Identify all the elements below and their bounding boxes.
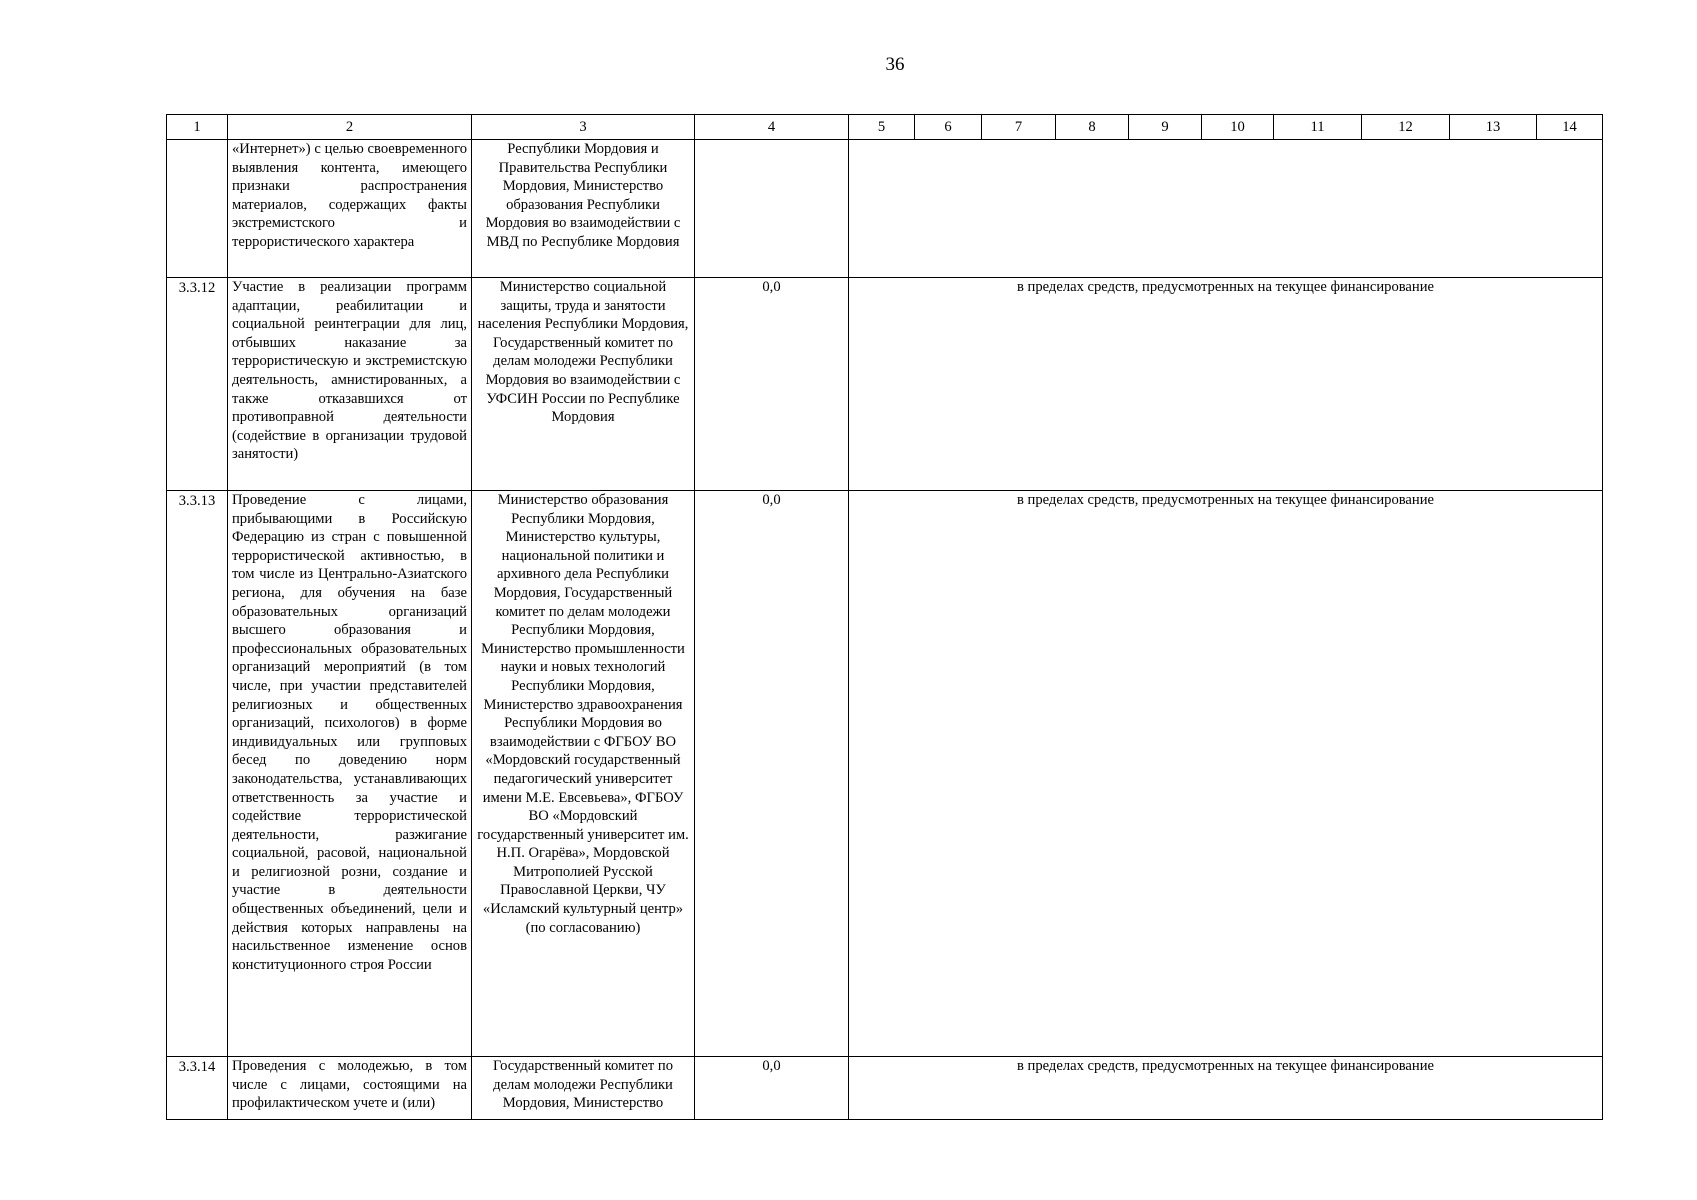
column-header: 14 <box>1537 115 1603 140</box>
column-header: 13 <box>1450 115 1537 140</box>
table-row <box>167 140 1603 278</box>
financing-amount: 0,0 <box>695 491 849 1057</box>
column-header: 5 <box>849 115 915 140</box>
table-header-row <box>167 115 1603 140</box>
page-number: 36 <box>885 54 905 75</box>
financing-note <box>849 140 1603 278</box>
column-header: 8 <box>1056 115 1129 140</box>
financing-amount: 0,0 <box>695 278 849 491</box>
measure-description: «Интернет») с целью своевременного выявления контента, имеющего признаки распространения материалов, содержащих факты экстремистского и террористического характера <box>228 140 472 278</box>
row-number <box>167 140 228 278</box>
measure-description: Участие в реализации программ адаптации, реабилитации и социальной реинтеграции для лиц, отбывших наказание за террористическую и экстремистскую деятельность, амнистированных, а также отказавшихся от противоправной деятельности (содействие в организации трудовой занятости) <box>228 278 472 491</box>
measure-executors: Государственный комитет по делам молодежи Республики Мордовия, Министерство <box>472 1057 695 1120</box>
row-number: 3.3.14 <box>167 1057 228 1120</box>
column-header: 6 <box>915 115 982 140</box>
table-row <box>167 491 1603 1057</box>
measures-table <box>166 114 1603 1120</box>
financing-note: в пределах средств, предусмотренных на текущее финансирование <box>849 1057 1603 1120</box>
measure-executors: Министерство образования Республики Мордовия, Министерство культуры, национальной политики и архивного дела Республики Мордовия, Государственный комитет по делам молодежи Республики Мордовия, Министерство промышленности науки и новых технологий Республики Мордовия, Министерство здравоохранения Республики Мордовия во взаимодействии с ФГБОУ ВО «Мордовский государственный педагогический университет имени М.Е. Евсевьева», ФГБОУ ВО «Мордовский государственный университет им. Н.П. Огарёва», Мордовской Митрополией Русской Православной Церкви, ЧУ «Исламский культурный центр» (по согласованию) <box>472 491 695 1057</box>
financing-note: в пределах средств, предусмотренных на текущее финансирование <box>849 278 1603 491</box>
measure-executors: Республики Мордовия и Правительства Республики Мордовия, Министерство образования Республики Мордовия во взаимодействии с МВД по Республике Мордовия <box>472 140 695 278</box>
table-row <box>167 1057 1603 1120</box>
measure-description: Проведение с лицами, прибывающими в Российскую Федерацию из стран с повышенной террористической активностью, в том числе из Центрально-Азиатского региона, для обучения на базе образовательных организаций высшего образования и профессиональных образовательных организаций мероприятий (в том числе, при участии представителей религиозных и общественных организаций, психологов) в форме индивидуальных или групповых бесед по доведению норм законодательства, устанавливающих ответственность за участие и содействие террористической деятельности, разжигание социальной, расовой, национальной и религиозной розни, создание и участие в деятельности общественных объединений, цели и действия которых направлены на насильственное изменение основ конституционного строя России <box>228 491 472 1057</box>
column-header: 2 <box>228 115 472 140</box>
column-header: 1 <box>167 115 228 140</box>
financing-amount <box>695 140 849 278</box>
column-header: 7 <box>982 115 1056 140</box>
column-header: 3 <box>472 115 695 140</box>
column-header: 11 <box>1274 115 1362 140</box>
column-header: 4 <box>695 115 849 140</box>
measure-executors: Министерство социальной защиты, труда и занятости населения Республики Мордовия, Государственный комитет по делам молодежи Республики Мордовия во взаимодействии с УФСИН России по Республике Мордовия <box>472 278 695 491</box>
table-row <box>167 278 1603 491</box>
column-header: 10 <box>1202 115 1274 140</box>
column-header: 12 <box>1362 115 1450 140</box>
financing-amount: 0,0 <box>695 1057 849 1120</box>
column-header: 9 <box>1129 115 1202 140</box>
financing-note: в пределах средств, предусмотренных на текущее финансирование <box>849 491 1603 1057</box>
row-number: 3.3.12 <box>167 278 228 491</box>
measure-description: Проведения с молодежью, в том числе с лицами, состоящими на профилактическом учете и (или) <box>228 1057 472 1120</box>
row-number: 3.3.13 <box>167 491 228 1057</box>
